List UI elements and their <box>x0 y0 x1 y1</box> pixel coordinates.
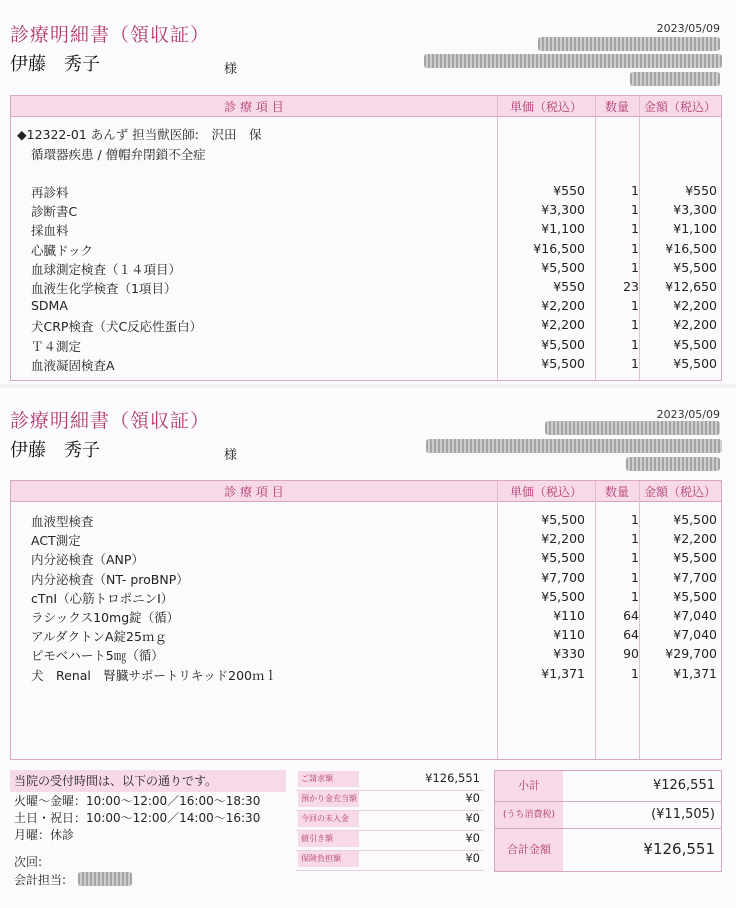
redacted-clinic-phone <box>626 457 720 471</box>
redacted-clinic-phone <box>630 72 720 86</box>
unit-price: ¥1,100 <box>541 221 585 237</box>
line-amount: ¥550 <box>685 183 717 198</box>
settlement-row: 保険負担額 ¥0 <box>296 850 484 871</box>
item-name: ピモベハート5㎎（循） <box>31 648 164 664</box>
unit-price: ¥1,371 <box>541 665 585 681</box>
line-amount: ¥5,500 <box>673 550 717 566</box>
line-amount: ¥3,300 <box>673 202 717 218</box>
settlement-row: 預かり金充当額 ¥0 <box>296 790 484 811</box>
header-item: 診 療 項 目 <box>224 485 284 499</box>
item-name: 診断書C <box>31 204 78 220</box>
redacted-staff-name <box>78 872 132 886</box>
receipt-title: 診療明細書（領収証） <box>10 410 211 432</box>
table-row <box>11 316 721 335</box>
table-row <box>11 645 721 664</box>
unit-price: ¥5,500 <box>541 512 585 527</box>
subtotal-label: 小計 <box>495 771 563 801</box>
header-qty: 数量 <box>604 485 629 499</box>
line-amount: ¥7,040 <box>673 627 717 643</box>
table-row <box>11 549 721 568</box>
staff-label: 会計担当: <box>14 873 67 887</box>
quantity: 1 <box>631 183 639 198</box>
header-qty: 数量 <box>604 100 629 114</box>
receipt-date: 2023/05/09 <box>656 408 720 421</box>
redacted-clinic-name <box>545 421 720 435</box>
line-amount: ¥2,200 <box>673 317 717 333</box>
receipt-title: 診療明細書（領収証） <box>10 24 211 46</box>
quantity: 90 <box>623 646 639 662</box>
item-name: 血液型検査 <box>31 514 94 529</box>
item-name: 再診料 <box>31 185 69 200</box>
quantity: 64 <box>623 608 639 623</box>
quantity: 1 <box>631 298 639 314</box>
quantity: 1 <box>631 512 639 527</box>
table-row <box>11 530 721 549</box>
unit-price: ¥3,300 <box>541 202 585 218</box>
table-row <box>11 569 721 588</box>
item-name: 心臓ドック <box>31 242 94 258</box>
line-amount: ¥1,371 <box>673 665 717 681</box>
table-row <box>11 626 721 645</box>
item-name: 血液生化学検査（1項目） <box>31 281 177 296</box>
line-amount: ¥1,100 <box>673 221 717 237</box>
line-amount: ¥2,200 <box>673 298 717 314</box>
hours-weekday: 火曜～金曜：10:00～12:00／16:00～18:30 <box>14 794 261 808</box>
unit-price: ¥2,200 <box>541 531 585 547</box>
tax-label: (うち消費税) <box>495 802 563 828</box>
header-amount: 金額（税込） <box>643 100 716 114</box>
patient-name: 伊藤 秀子 <box>10 440 100 461</box>
line-amount: ¥5,500 <box>673 336 717 352</box>
line-amount: ¥5,500 <box>673 588 717 604</box>
item-name: アルダクトンA錠25ｍｇ <box>31 629 167 645</box>
quantity: 1 <box>631 355 639 371</box>
unit-price: ¥7,700 <box>541 569 585 585</box>
item-name: 血液凝固検査A <box>31 357 115 373</box>
table-row <box>11 336 721 355</box>
unit-price: ¥16,500 <box>533 240 585 256</box>
unit-price: ¥5,500 <box>541 355 585 371</box>
quantity: 1 <box>631 569 639 585</box>
line-amount: ¥29,700 <box>665 646 717 662</box>
item-name: 犬 Renal 腎臓サポートリキッド200ｍｌ <box>31 667 277 683</box>
hours-heading: 当院の受付時間は、以下の通りです。 <box>14 774 218 788</box>
table-row <box>11 511 721 530</box>
quantity: 64 <box>623 627 639 643</box>
items-table-1 <box>10 95 722 381</box>
quantity: 1 <box>631 240 639 256</box>
table-row <box>11 355 721 374</box>
table-header <box>11 96 721 117</box>
item-name: 犬CRP検査（犬C反応性蛋白） <box>31 319 203 335</box>
honorific: 様 <box>224 62 238 77</box>
item-name: SDMA <box>31 298 68 314</box>
quantity: 1 <box>631 259 639 275</box>
item-name: 血球測定検査（１４項目） <box>31 261 182 277</box>
quantity: 1 <box>631 221 639 237</box>
line-amount: ¥7,700 <box>673 569 717 585</box>
patient-name: 伊藤 秀子 <box>10 54 100 75</box>
item-name: ACT測定 <box>31 533 81 549</box>
table-row <box>11 182 721 201</box>
unit-price: ¥110 <box>553 608 585 623</box>
table-row <box>11 607 721 626</box>
line-amount: ¥7,040 <box>673 608 717 623</box>
table-row <box>11 297 721 316</box>
redacted-clinic-address <box>426 439 722 453</box>
table-row <box>11 259 721 278</box>
table-row <box>11 201 721 220</box>
quantity: 1 <box>631 665 639 681</box>
quantity: 23 <box>623 279 639 294</box>
table-row <box>11 278 721 297</box>
total-value: ¥126,551 <box>643 840 715 858</box>
table-row <box>11 240 721 259</box>
item-name: Ｔ４測定 <box>31 338 82 354</box>
unit-price: ¥550 <box>553 279 585 294</box>
quantity: 1 <box>631 202 639 218</box>
item-name: 採血料 <box>31 223 69 239</box>
item-name: 内分泌検査（NT- proBNP） <box>31 571 189 587</box>
honorific: 様 <box>224 448 238 463</box>
subtotal-value: ¥126,551 <box>652 778 715 793</box>
unit-price: ¥5,500 <box>541 336 585 352</box>
line-amount: ¥2,200 <box>673 531 717 547</box>
table-row <box>11 665 721 684</box>
tax-row <box>495 802 721 829</box>
table-row <box>11 588 721 607</box>
hours-weekend: 土日・祝日：10:00～12:00／14:00～16:30 <box>14 811 261 825</box>
totals-box <box>494 770 722 872</box>
line-amount: ¥12,650 <box>665 279 717 294</box>
unit-price: ¥5,500 <box>541 588 585 604</box>
total-label: 合計金額 <box>495 829 563 871</box>
redacted-clinic-address <box>424 54 722 68</box>
items-table-2 <box>10 480 722 760</box>
unit-price: ¥110 <box>553 627 585 643</box>
header-amount: 金額（税込） <box>643 485 716 499</box>
unit-price: ¥2,200 <box>541 317 585 333</box>
diagnosis-line: 循環器疾患 / 僧帽弁閉鎖不全症 <box>31 147 206 162</box>
settlement-row: 今回の未入金 ¥0 <box>296 810 484 831</box>
line-amount: ¥5,500 <box>673 259 717 275</box>
unit-price: ¥2,200 <box>541 298 585 314</box>
redacted-clinic-name <box>538 37 720 51</box>
line-amount: ¥5,500 <box>673 512 717 527</box>
settlement-row: 値引き額 ¥0 <box>296 830 484 851</box>
unit-price: ¥550 <box>553 183 585 198</box>
pet-line: ◆12322-01 あんず 担当獣医師: 沢田 保 <box>17 127 262 142</box>
quantity: 1 <box>631 336 639 352</box>
settlement-box <box>296 770 484 870</box>
receipt-sheet-2 <box>0 388 736 908</box>
hours-monday: 月曜：休診 <box>14 828 75 842</box>
table-header <box>11 481 721 502</box>
header-price: 単価（税込） <box>509 485 582 499</box>
item-name: ラシックス10mg錠（循） <box>31 610 180 625</box>
quantity: 1 <box>631 531 639 547</box>
total-row <box>495 829 721 871</box>
settlement-row: ご請求額 ¥126,551 <box>296 770 484 791</box>
quantity: 1 <box>631 550 639 566</box>
header-item: 診 療 項 目 <box>224 100 284 114</box>
quantity: 1 <box>631 588 639 604</box>
line-amount: ¥16,500 <box>665 240 717 256</box>
item-name: cTnI（心筋トロポニンI） <box>31 590 174 606</box>
unit-price: ¥5,500 <box>541 259 585 275</box>
quantity: 1 <box>631 317 639 333</box>
next-visit-label: 次回: <box>14 855 43 869</box>
subtotal-row <box>495 771 721 802</box>
item-name: 内分泌検査（ANP） <box>31 552 144 568</box>
header-price: 単価（税込） <box>509 100 582 114</box>
line-amount: ¥5,500 <box>673 355 717 371</box>
receipt-date: 2023/05/09 <box>656 22 720 35</box>
receipt-sheet-1 <box>0 0 736 384</box>
table-row <box>11 220 721 239</box>
tax-value: (¥11,505) <box>651 807 715 822</box>
unit-price: ¥330 <box>553 646 585 662</box>
unit-price: ¥5,500 <box>541 550 585 566</box>
